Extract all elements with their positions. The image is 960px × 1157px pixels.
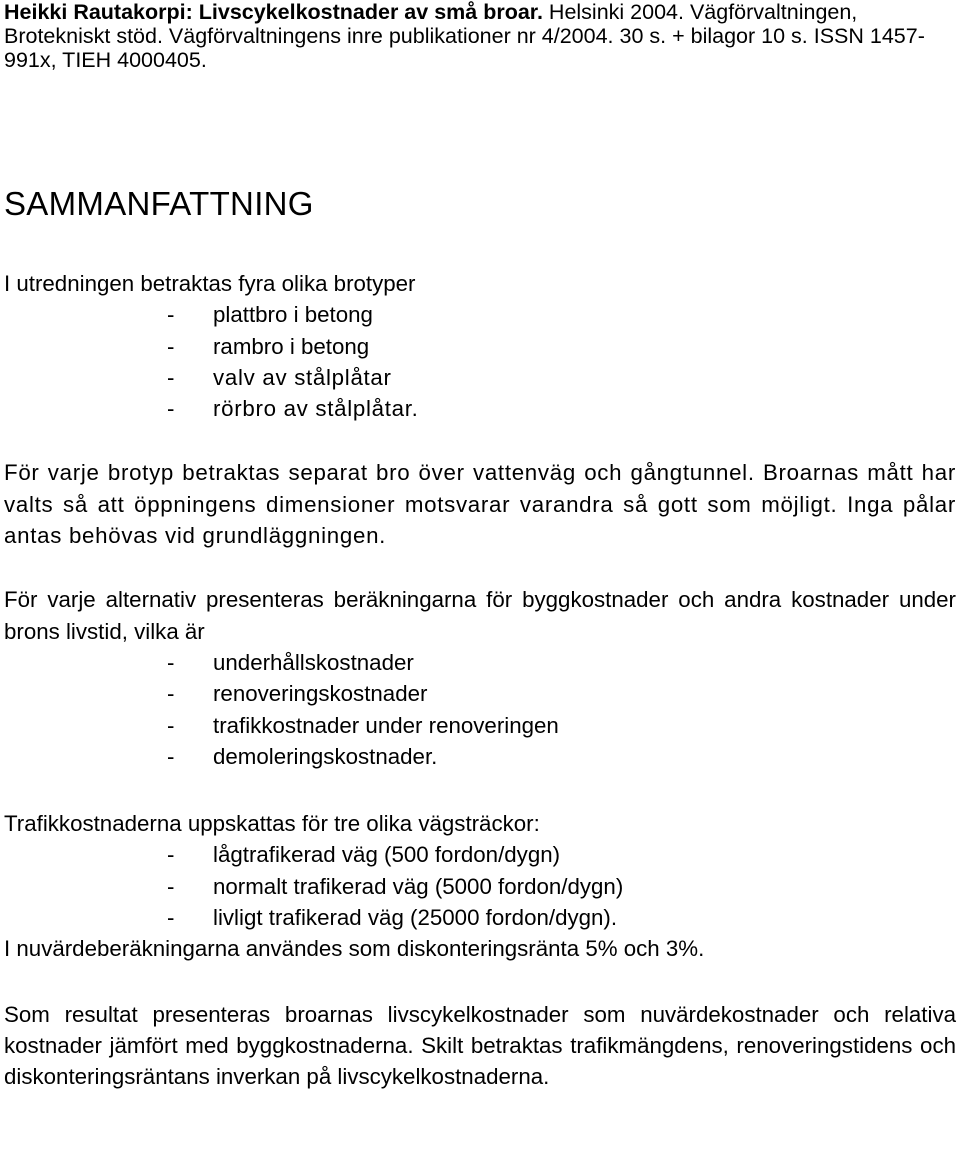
list-dash: - [167,905,175,931]
list-dash: - [167,396,175,422]
list-item [4,741,956,772]
list-item [4,362,956,393]
list-dash: - [167,873,175,899]
publication-details: Helsinki 2004. Vägförvaltningen, Brotekniskt stöd. Vägförvaltningens inre publikationer nr 4/2004. 30 s. + bilagor 10 s. ISSN 1457-991x, TIEH 4000405. [4,0,925,72]
list-item-text: plattbro i betong [213,302,373,328]
list-dash: - [167,842,175,868]
list-item [4,299,956,330]
list-dash: - [167,333,175,359]
list-item [4,710,956,741]
list-item [4,839,956,870]
list-item-text: demoleringskostnader. [213,743,438,769]
list-dash: - [167,302,175,328]
road-type-list [4,839,956,933]
list-dash: - [167,649,175,675]
list-item [4,331,956,362]
bibliographic-header [4,0,956,72]
list-item-text: normalt trafikerad väg (5000 fordon/dygn) [213,873,624,899]
discount-rate-paragraph: I nuvärdeberäkningarna användes som diskonteringsränta 5% och 3%. [4,936,705,962]
bridge-type-list [4,299,956,424]
cost-items-list [4,647,956,772]
list-dash: - [167,712,175,738]
list-item [4,393,956,424]
cost-items-paragraph: För varje alternativ presenteras beräkningarna för byggkostnader och andra kostnader under brons livstid, vilka är [4,587,956,644]
document-page [4,0,956,1093]
list-item [4,678,956,709]
list-item-text: lågtrafikerad väg (500 fordon/dygn) [213,842,561,868]
list-dash: - [167,681,175,707]
list-item-text: valv av stålplåtar [213,364,392,390]
list-item-text: underhållskostnader [213,649,414,675]
traffic-paragraph: Trafikkostnaderna uppskattas för tre olika vägsträckor: [4,811,540,837]
results-paragraph: Som resultat presenteras broarnas livscykelkostnader som nuvärdekostnader och relativa kostnader jämfört med byggkostnaderna. Skilt betraktas trafikmängdens, renoveringstidens och diskonteringsräntans inverkan på livscykelkostnaderna. [4,1001,956,1090]
list-item-text: rambro i betong [213,333,370,359]
author-title: Heikki Rautakorpi: Livscykelkostnader av små broar. [4,0,543,24]
list-item [4,871,956,902]
list-item [4,902,956,933]
section-title: SAMMANFATTNING [4,185,314,222]
list-item-text: rörbro av stålplåtar. [213,396,419,422]
list-item-text: trafikkostnader under renoveringen [213,712,559,738]
list-item-text: livligt trafikerad väg (25000 fordon/dygn). [213,905,618,931]
bridge-dimensions-paragraph: För varje brotyp betraktas separat bro över vattenväg och gångtunnel. Broarnas mått har valts så att öppningens dimensioner motsvarar varandra så gott som möjligt. Inga pålar antas behövas vid grundläggningen. [4,460,956,549]
list-item [4,647,956,678]
list-dash: - [167,364,175,390]
list-dash: - [167,743,175,769]
list-item-text: renoveringskostnader [213,681,428,707]
intro-paragraph: I utredningen betraktas fyra olika brotyper [4,271,416,296]
